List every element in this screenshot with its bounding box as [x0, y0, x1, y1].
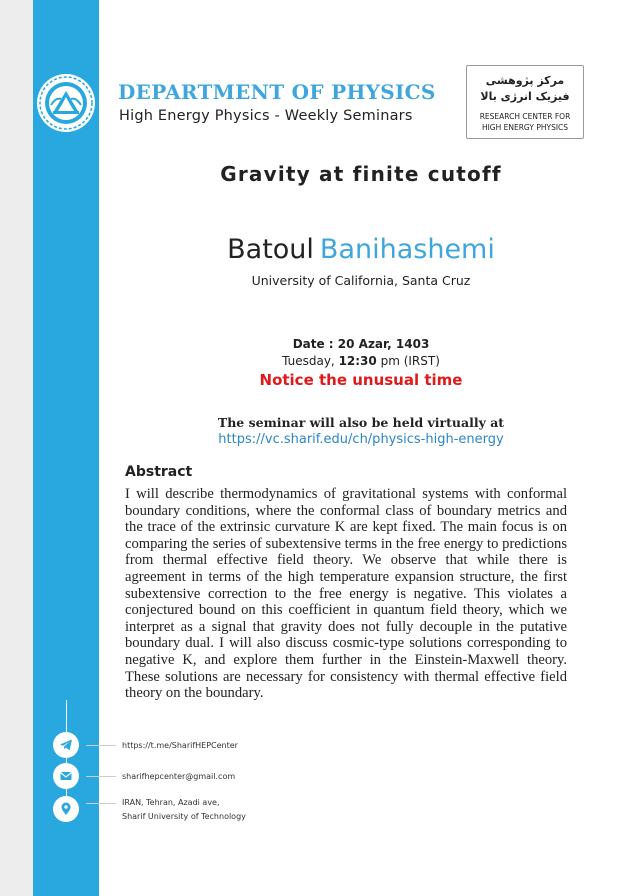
telegram-link[interactable]: https://t.me/SharifHEPCenter — [122, 741, 238, 750]
location-icon — [53, 796, 79, 822]
seminar-series: High Energy Physics - Weekly Seminars — [119, 108, 413, 124]
research-center-en-line1: RESEARCH CENTER FOR — [479, 112, 571, 121]
department-title: DEPARTMENT OF PHYSICS — [118, 80, 436, 104]
speaker-last-name: Banihashemi — [319, 234, 495, 265]
address-line2: Sharif University of Technology — [122, 812, 246, 821]
speaker-first-name: Batoul — [227, 234, 314, 265]
seminar-date: Date : 20 Azar, 1403 — [292, 337, 430, 351]
speaker-name — [0, 234, 639, 265]
telegram-icon[interactable] — [53, 732, 79, 758]
email-address[interactable]: sharifhepcenter@gmail.com — [122, 772, 236, 781]
seminar-day: Tuesday, — [282, 354, 339, 368]
talk-title: Gravity at finite cutoff — [220, 162, 502, 186]
abstract-body: I will describe thermodynamics of gravitational systems with conformal boundary conditions, where the conformal class of boundary metrics and the trace of the extrinsic curvature K are kept fixed. The main focus is on comparing the series of subextensive terms in the free energy to predictions from thermal effective field theory. We observe that while there is agreement in terms of the high temperature expansion structure, the first subextensive correction to the free energy is negative. This violates a conjectured bound on this coefficient in quantum field theory, which we interpret as a signal that gravity does not fully decouple in the putative boundary dual. I will also discuss cosmic-type solutions corresponding to negative K, and explore them further in the Einstein-Maxwell theory. These solutions are necessary for consistency with thermal effective field theory on the boundary. — [125, 486, 567, 702]
virtual-link[interactable]: https://vc.sharif.edu/ch/physics-high-energy — [218, 432, 504, 447]
address-line1: IRAN, Tehran, Azadi ave, — [122, 798, 220, 807]
telegram-divider — [86, 745, 116, 746]
virtual-notice: The seminar will also be held virtually at — [217, 415, 505, 430]
seminar-time-suffix: pm (IRST) — [376, 354, 440, 368]
email-icon[interactable] — [53, 763, 79, 789]
side-stripe-light — [0, 0, 33, 896]
speaker-affiliation: University of California, Santa Cruz — [251, 273, 471, 288]
email-divider — [86, 776, 116, 777]
research-center-en-line2: HIGH ENERGY PHYSICS — [481, 123, 569, 132]
seminar-time — [0, 354, 639, 368]
university-emblem-icon — [33, 61, 99, 145]
time-notice: Notice the unusual time — [259, 371, 463, 389]
research-center-fa-line1: مرکز پژوهشی — [485, 74, 565, 87]
abstract-heading: Abstract — [125, 464, 193, 480]
address-divider — [86, 803, 116, 804]
research-center-logo — [466, 65, 584, 139]
seminar-hour: 12:30 — [338, 354, 377, 368]
research-center-fa-line2: فیزیک انرژی بالا — [480, 90, 570, 103]
